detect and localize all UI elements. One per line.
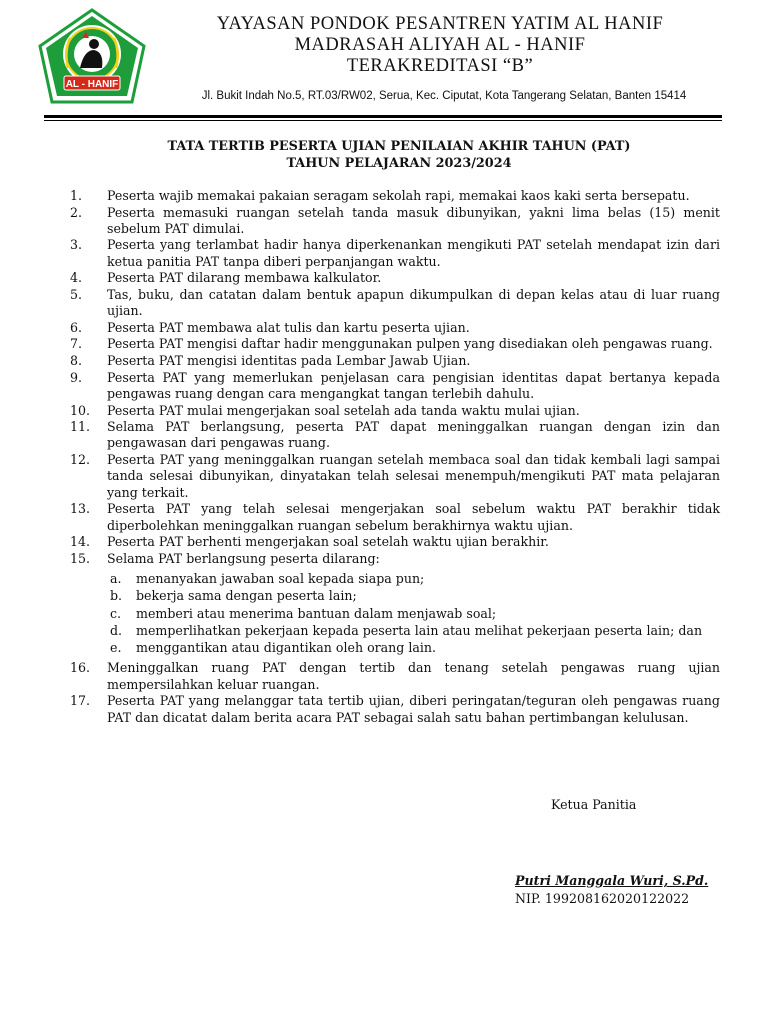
school-address: Jl. Bukit Indah No.5, RT.03/RW02, Serua, Kec. Ciputat, Kota Tangerang Selatan, Banten 15414 xyxy=(201,90,687,102)
prohibition-item xyxy=(70,588,720,604)
rule-text: Peserta PAT mulai mengerjakan soal setelah ada tanda waktu mulai ujian. xyxy=(107,402,580,418)
rule-item xyxy=(70,320,720,336)
rule-text: Peserta PAT dilarang membawa kalkulator. xyxy=(107,270,382,286)
prohibition-text: menanyakan jawaban soal kepada siapa pun; xyxy=(136,570,425,586)
rule-number: 14. xyxy=(70,534,91,550)
rule-item xyxy=(70,188,720,204)
document-title xyxy=(44,138,754,172)
rule-text: Meninggalkan ruang PAT dengan tertib dan tenang setelah pengawas ruang ujian mempersilahkan keluar ruangan. xyxy=(107,660,720,692)
rule-text: Peserta PAT mengisi daftar hadir menggunakan pulpen yang disediakan oleh pengawas ruang. xyxy=(107,336,713,352)
rule-number: 12. xyxy=(70,452,91,468)
rules-list xyxy=(70,188,720,726)
rule-number: 11. xyxy=(70,419,91,435)
prohibition-text: bekerja sama dengan peserta lain; xyxy=(136,588,357,604)
rule-item xyxy=(70,660,720,693)
foundation-name: YAYASAN PONDOK PESANTREN YATIM AL HANIF xyxy=(216,14,664,34)
prohibition-text: menggantikan atau digantikan oleh orang lain. xyxy=(136,640,437,656)
rule-text: Peserta PAT yang melanggar tata tertib ujian, diberi peringatan/teguran oleh pengawas ruang PAT dan dicatat dalam berita acara PAT sebagai salah satu bahan pertimbangan kelulusan. xyxy=(107,693,720,725)
letterhead xyxy=(160,14,720,77)
rule-number: 2. xyxy=(70,204,83,220)
rule-text: Peserta memasuki ruangan setelah tanda masuk dibunyikan, yakni lima belas (15) menit sebelum PAT dimulai. xyxy=(107,204,720,236)
rule-number: 10. xyxy=(70,402,91,418)
school-name: MADRASAH ALIYAH AL - HANIF xyxy=(294,35,586,55)
rule-text: Peserta wajib memakai pakaian seragam sekolah rapi, memakai kaos kaki serta bersepatu. xyxy=(107,188,690,203)
rule-item xyxy=(70,403,720,419)
prohibition-text: memperlihatkan pekerjaan kepada peserta lain atau melihat pekerjaan peserta lain; dan xyxy=(136,622,703,638)
header-divider-thick xyxy=(44,115,722,118)
rule-number: 4. xyxy=(70,270,83,286)
rule-text: Peserta PAT membawa alat tulis dan kartu peserta ujian. xyxy=(107,319,470,335)
title-line-2: TAHUN PELAJARAN 2023/2024 xyxy=(286,156,512,171)
rule-item xyxy=(70,452,720,501)
rule-text: Peserta yang terlambat hadir hanya diperkenankan mengikuti PAT setelah mendapat izin dari ketua panitia PAT tanpa diberi perpanjangan waktu. xyxy=(107,237,720,269)
rule-number: 16. xyxy=(70,660,91,676)
rule-number: 5. xyxy=(70,286,83,302)
prohibition-letter: d. xyxy=(110,622,123,638)
prohibitions-list xyxy=(70,571,720,656)
logo-text: AL - HANIF xyxy=(65,79,119,90)
title-line-1: TATA TERTIB PESERTA UJIAN PENILAIAN AKHIR TAHUN (PAT) xyxy=(167,139,631,154)
header-divider-thin xyxy=(44,120,722,121)
prohibition-item xyxy=(70,623,720,639)
rule-item xyxy=(70,287,720,320)
signature-name: Putri Manggala Wuri, S.Pd. xyxy=(515,873,709,888)
prohibition-text: memberi atau menerima bantuan dalam menjawab soal; xyxy=(136,605,497,621)
rule-number: 13. xyxy=(70,501,91,517)
rule-item xyxy=(70,336,720,352)
rule-number: 3. xyxy=(70,237,83,253)
rule-text: Selama PAT berlangsung peserta dilarang: xyxy=(107,550,380,566)
rule-item xyxy=(70,270,720,286)
rule-item xyxy=(70,534,720,550)
signature-nip: NIP. 199208162020122022 xyxy=(515,891,690,906)
prohibition-letter: b. xyxy=(110,588,123,604)
rule-number: 9. xyxy=(70,369,83,385)
rule-text: Peserta PAT mengisi identitas pada Lembar Jawab Ujian. xyxy=(107,353,471,369)
rule-number: 15. xyxy=(70,550,91,566)
prohibition-item xyxy=(70,571,720,587)
rule-item xyxy=(70,205,720,238)
rule-number: 8. xyxy=(70,353,83,369)
rule-text: Peserta PAT yang meninggalkan ruangan setelah membaca soal dan tidak kembali lagi sampai tanda selesai dibunyikan, dinyatakan telah selesai menempuh/mengikuti PAT mata pelajaran yang terkait. xyxy=(107,452,720,500)
rule-item xyxy=(70,551,720,567)
rule-item xyxy=(70,237,720,270)
rule-item xyxy=(70,419,720,452)
prohibition-letter: c. xyxy=(110,605,122,621)
prohibition-item xyxy=(70,606,720,622)
school-logo-icon xyxy=(36,8,148,104)
prohibition-item xyxy=(70,640,720,656)
rule-item xyxy=(70,501,720,534)
rule-number: 17. xyxy=(70,693,91,709)
prohibition-letter: e. xyxy=(110,640,122,656)
rule-text: Peserta PAT yang telah selesai mengerjakan soal sebelum waktu PAT berakhir tidak diperbolehkan meninggalkan ruangan sebelum berakhirnya waktu ujian. xyxy=(107,501,720,533)
rule-text: Tas, buku, dan catatan dalam bentuk apapun dikumpulkan di depan kelas atau di luar ruang ujian. xyxy=(107,286,720,319)
rule-number: 1. xyxy=(70,188,83,203)
rule-text: Peserta PAT berhenti mengerjakan soal setelah waktu ujian berakhir. xyxy=(107,534,549,550)
rule-item xyxy=(70,370,720,403)
rule-item xyxy=(70,693,720,726)
signature-role: Ketua Panitia xyxy=(551,797,637,812)
rule-number: 6. xyxy=(70,319,83,335)
rule-text: Selama PAT berlangsung, peserta PAT dapat meninggalkan ruangan dengan izin dan pengawasan dari pengawas ruang. xyxy=(107,419,720,451)
prohibition-letter: a. xyxy=(110,570,122,586)
rule-number: 7. xyxy=(70,336,83,352)
rule-text: Peserta PAT yang memerlukan penjelasan cara pengisian identitas dapat bertanya kepada pengawas ruang dengan cara mengangkat tangan terlebih dahulu. xyxy=(107,369,720,401)
accreditation: TERAKREDITASI “B” xyxy=(346,56,534,76)
rule-item xyxy=(70,353,720,369)
